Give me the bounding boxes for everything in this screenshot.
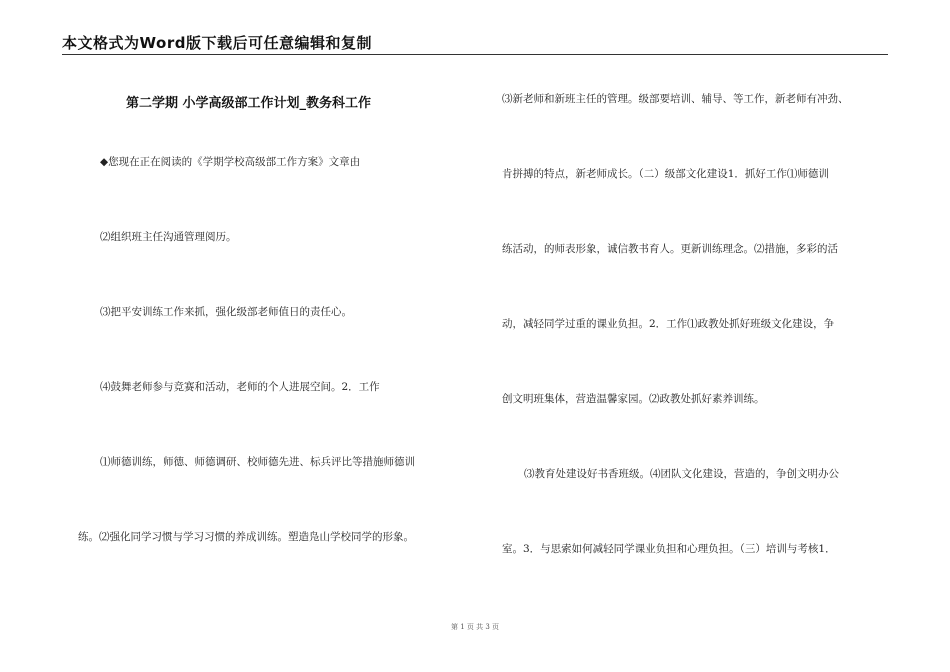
right-line-3: 练活动，的师表形象，诚信教书育人。更新训练理念。⑵措施，多彩的活 xyxy=(502,243,838,255)
left-line-4: ⑷鼓舞老师参与竞赛和活动，老师的个人进展空间。2．工作 xyxy=(100,381,380,393)
right-line-4: 动，减轻同学过重的课业负担。2．工作⑴政教处抓好班级文化建设，争 xyxy=(502,318,835,330)
left-line-2: ⑵组织班主任沟通管理阅历。 xyxy=(100,231,237,243)
right-line-6: ⑶教育处建设好书香班级。⑷团队文化建设，营造的，争创文明办公 xyxy=(524,468,839,480)
page-number: 第 1 页 共 3 页 xyxy=(450,623,500,631)
right-line-7: 室。3．与思索如何减轻同学课业负担和心理负担。（三）培训与考核1． xyxy=(502,543,836,555)
document-title: 第二学期 小学高级部工作计划_教务科工作 xyxy=(126,96,372,111)
left-line-3: ⑶把平安训练工作来抓，强化级部老师值日的责任心。 xyxy=(100,306,352,318)
right-line-5: 创文明班集体，营造温馨家园。⑵政教处抓好素养训练。 xyxy=(502,393,765,405)
right-line-2: 肯拼搏的特点，新老师成长。（二）级部文化建设1．抓好工作⑴师德训 xyxy=(502,168,829,180)
right-line-1: ⑶新老师和新班主任的管理。级部要培训、辅导、等工作，新老师有冲劲、 xyxy=(502,93,849,105)
left-line-6: 练。⑵强化同学习惯与学习习惯的养成训练。塑造凫山学校同学的形象。 xyxy=(78,531,414,543)
left-line-5: ⑴师德训练，师德、师德调研、校师德先进、标兵评比等措施师德训 xyxy=(100,456,415,468)
document-header: 本文格式为Word版下载后可任意编辑和复制 xyxy=(62,34,372,52)
header-divider xyxy=(62,54,888,55)
left-line-1: ◆您现在正在阅读的《学期学校高级部工作方案》文章由 xyxy=(100,156,361,168)
